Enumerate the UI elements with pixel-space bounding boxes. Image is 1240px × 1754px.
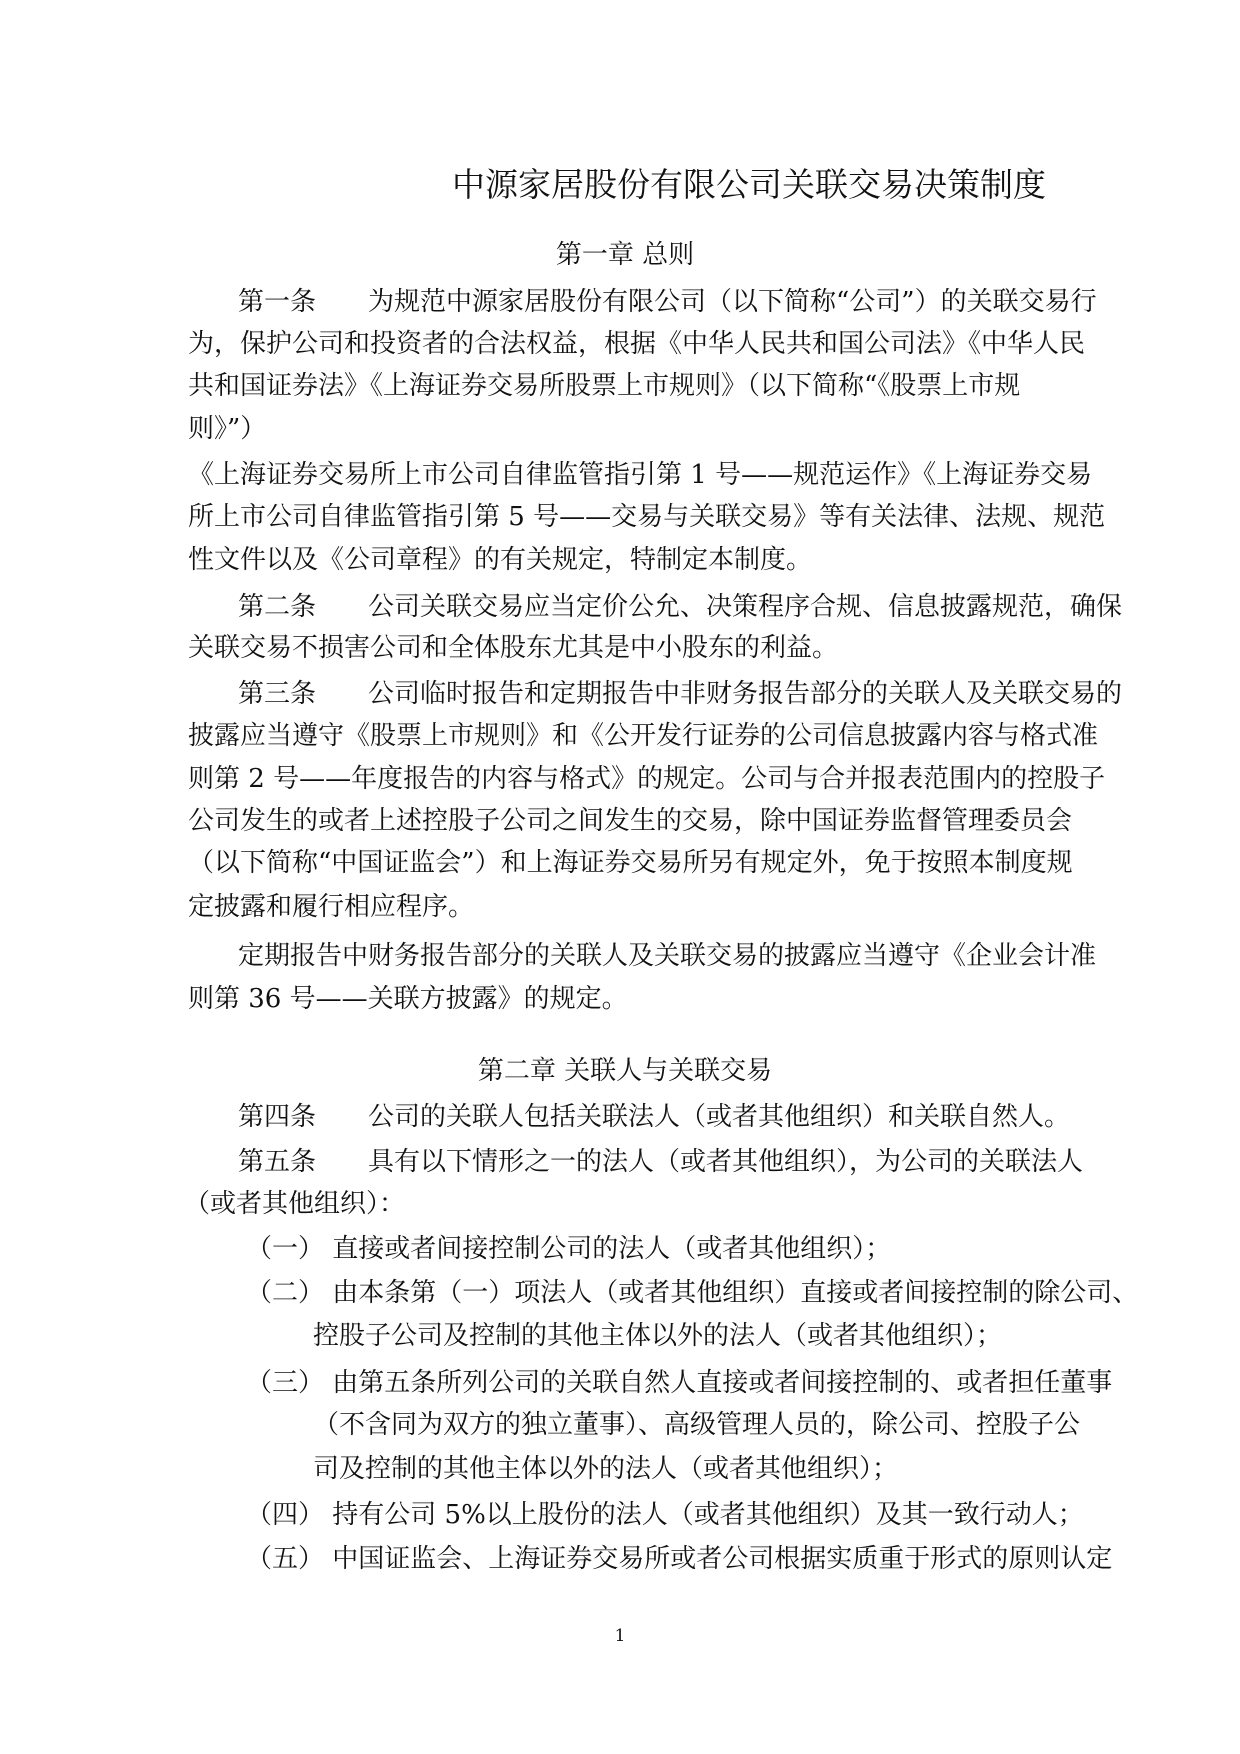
text-line: 第四条 公司的关联人包括关联法人（或者其他组织）和关联自然人。: [238, 1102, 1071, 1132]
text-line: 则第 36 号——关联方披露》的规定。: [188, 984, 628, 1014]
text-line: 披露应当遵守《股票上市规则》和《公开发行证券的公司信息披露内容与格式准: [188, 721, 1099, 751]
text-line: 司及控制的其他主体以外的法人（或者其他组织）；: [313, 1454, 899, 1484]
text-line: 定期报告中财务报告部分的关联人及关联交易的披露应当遵守《企业会计准: [238, 941, 1097, 971]
text-line: 共和国证券法》《上海证券交易所股票上市规则》（以下简称“《股票上市规: [188, 371, 1021, 401]
text-line: 第一条 为规范中源家居股份有限公司（以下简称“公司”）的关联交易行: [238, 287, 1097, 317]
text-line: （不含同为双方的独立董事）、高级管理人员的，除公司、控股子公: [313, 1410, 1081, 1440]
text-line: （五） 中国证监会、上海证券交易所或者公司根据实质重于形式的原则认定: [246, 1544, 1113, 1574]
text-line: 第三条 公司临时报告和定期报告中非财务报告部分的关联人及关联交易的: [238, 679, 1123, 709]
text-line: 控股子公司及控制的其他主体以外的法人（或者其他组织）；: [313, 1321, 1003, 1351]
chapter-2-heading: 第二章 关联人与关联交易: [477, 1056, 773, 1086]
page-number: 1: [614, 1626, 626, 1646]
text-line: （三） 由第五条所列公司的关联自然人直接或者间接控制的、或者担任董事: [246, 1368, 1113, 1398]
text-line: （一） 直接或者间接控制公司的法人（或者其他组织）；: [246, 1234, 892, 1264]
text-line: （以下简称“中国证监会”）和上海证券交易所另有规定外，免于按照本制度规: [188, 848, 1073, 878]
text-line: 为，保护公司和投资者的合法权益，根据《中华人民共和国公司法》《中华人民: [188, 329, 1086, 359]
text-line: 性文件以及《公司章程》的有关规定，特制定本制度。: [188, 545, 813, 575]
chapter-1-heading: 第一章 总则: [555, 240, 695, 270]
text-line: 《上海证券交易所上市公司自律监管指引第 1 号——规范运作》《上海证券交易: [188, 460, 1093, 490]
text-line: （二） 由本条第（一）项法人（或者其他组织）直接或者间接控制的除公司、: [246, 1278, 1139, 1308]
text-line: （四） 持有公司 5%以上股份的法人（或者其他组织）及其一致行动人；: [246, 1500, 1084, 1530]
text-line: （或者其他组织）：: [184, 1189, 406, 1219]
text-line: 定披露和履行相应程序。: [188, 892, 475, 922]
text-line: 所上市公司自律监管指引第 5 号——交易与关联交易》等有关法律、法规、规范: [188, 502, 1106, 532]
text-line: 关联交易不损害公司和全体股东尤其是中小股东的利益。: [188, 633, 839, 663]
text-line: 公司发生的或者上述控股子公司之间发生的交易，除中国证券监督管理委员会: [188, 806, 1073, 836]
text-line: 第五条 具有以下情形之一的法人（或者其他组织），为公司的关联法人: [238, 1147, 1084, 1177]
document-title: 中源家居股份有限公司关联交易决策制度: [452, 165, 1046, 204]
text-line: 第二条 公司关联交易应当定价公允、决策程序合规、信息披露规范，确保: [238, 592, 1123, 622]
text-line: 则第 2 号——年度报告的内容与格式》的规定。公司与合并报表范围内的控股子: [188, 764, 1106, 794]
text-line: 则》”）: [188, 414, 267, 444]
